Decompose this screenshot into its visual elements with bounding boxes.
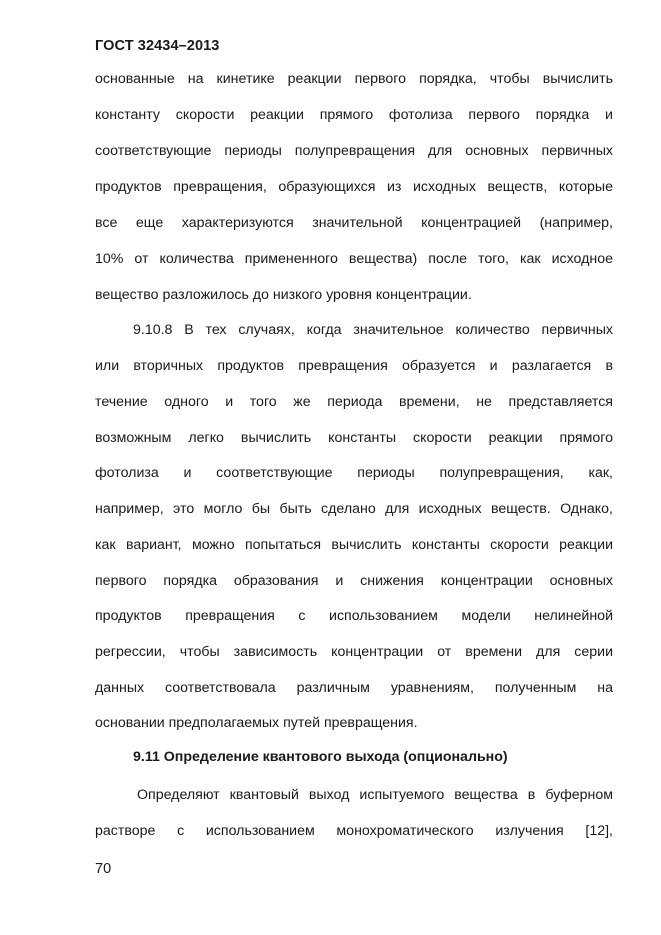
paragraph-2-line-1: 9.10.8 В тех случаях, когда значительное количество первичных	[133, 322, 613, 338]
paragraph-2-line-2: или вторичных продуктов превращения образуется и разлагается в	[95, 358, 613, 374]
paragraph-1-line-4: продуктов превращения, образующихся из исходных веществ, которые	[95, 179, 613, 195]
paragraph-2-line-4: возможным легко вычислить константы скорости реакции прямого	[95, 430, 613, 446]
paragraph-1-line-7: вещество разложилось до низкого уровня концентрации.	[95, 287, 472, 303]
page-number: 70	[95, 861, 112, 877]
paragraph-2-line-11: данных соответствовала различным уравнениям, полученным на	[95, 680, 613, 696]
paragraph-1-line-2: константу скорости реакции прямого фотолиза первого порядка и	[95, 107, 613, 123]
paragraph-2-line-6: например, это могло бы быть сделано для исходных веществ. Однако,	[95, 501, 613, 517]
paragraph-2-line-10: регрессии, чтобы зависимость концентрации от времени для серии	[95, 644, 613, 660]
paragraph-3-line-1: Определяют квантовый выход испытуемого вещества в буферном	[137, 787, 613, 803]
paragraph-1-line-1: основанные на кинетике реакции первого порядка, чтобы вычислить	[95, 71, 613, 87]
paragraph-3-line-2: растворе с использованием монохроматического излучения [12],	[95, 823, 613, 839]
paragraph-2-line-5: фотолиза и соответствующие периоды полупревращения, как,	[95, 465, 613, 481]
paragraph-2-line-7: как вариант, можно попытаться вычислить константы скорости реакции	[95, 537, 613, 553]
page-header-standard: ГОСТ 32434–2013	[95, 38, 220, 54]
paragraph-2-line-8: первого порядка образования и снижения концентрации основных	[95, 573, 613, 589]
paragraph-1-line-5: все еще характеризуются значительной концентрацией (например,	[95, 215, 613, 231]
section-heading-9-11: 9.11 Определение квантового выхода (опционально)	[133, 749, 508, 765]
paragraph-1-line-6: 10% от количества примененного вещества) после того, как исходное	[95, 251, 613, 267]
paragraph-2-line-9: продуктов превращения с использованием модели нелинейной	[95, 608, 613, 624]
paragraph-2-line-12: основании предполагаемых путей превращения.	[95, 715, 418, 731]
paragraph-1-line-3: соответствующие периоды полупревращения для основных первичных	[95, 143, 613, 159]
paragraph-2-line-3: течение одного и того же периода времени, не представляется	[95, 394, 613, 410]
